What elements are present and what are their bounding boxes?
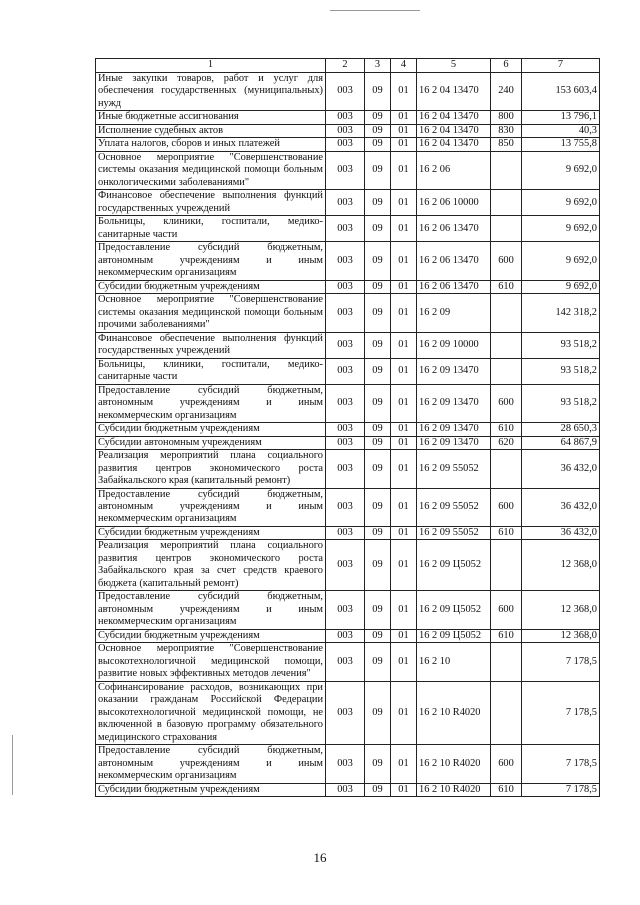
row-expense-type <box>491 332 522 358</box>
row-subsection-code: 01 <box>391 540 417 591</box>
row-description: Предоставление субсидий бюджетным, автономным учреждениям и иным некоммерческим организациям <box>96 488 326 526</box>
row-grbs-code: 003 <box>326 423 365 436</box>
row-grbs-code: 003 <box>326 73 365 111</box>
table-row <box>96 190 600 216</box>
row-description: Иные закупки товаров, работ и услуг для обеспечения государственных (муниципальных) нужд <box>96 73 326 111</box>
row-subsection-code: 01 <box>391 124 417 137</box>
row-grbs-code: 003 <box>326 591 365 629</box>
row-amount: 9 692,0 <box>522 280 600 293</box>
row-description: Предоставление субсидий бюджетным, автономным учреждениям и иным некоммерческим организациям <box>96 591 326 629</box>
row-section-code: 09 <box>365 488 391 526</box>
table-row <box>96 151 600 189</box>
row-expense-type: 600 <box>491 242 522 280</box>
row-grbs-code: 003 <box>326 216 365 242</box>
row-description: Реализация мероприятий плана социального развития центров экономического роста Забайкальского края (капитальный ремонт) <box>96 450 326 488</box>
row-expense-type: 830 <box>491 124 522 137</box>
row-grbs-code: 003 <box>326 526 365 539</box>
row-description: Иные бюджетные ассигнования <box>96 111 326 124</box>
row-expense-type <box>491 190 522 216</box>
row-subsection-code: 01 <box>391 294 417 332</box>
row-expense-type <box>491 358 522 384</box>
column-header-4: 4 <box>391 59 417 73</box>
row-target-article: 16 2 09 13470 <box>417 358 491 384</box>
row-amount: 7 178,5 <box>522 681 600 744</box>
row-description: Больницы, клиники, госпитали, медико-санитарные части <box>96 216 326 242</box>
row-subsection-code: 01 <box>391 450 417 488</box>
row-target-article: 16 2 09 Ц5052 <box>417 629 491 642</box>
row-expense-type: 610 <box>491 526 522 539</box>
table-row <box>96 591 600 629</box>
row-amount: 12 368,0 <box>522 591 600 629</box>
row-description: Предоставление субсидий бюджетным, автономным учреждениям и иным некоммерческим организациям <box>96 745 326 783</box>
row-grbs-code: 003 <box>326 190 365 216</box>
row-grbs-code: 003 <box>326 384 365 422</box>
row-target-article: 16 2 09 10000 <box>417 332 491 358</box>
row-subsection-code: 01 <box>391 138 417 151</box>
row-target-article: 16 2 10 R4020 <box>417 745 491 783</box>
budget-table <box>95 58 600 797</box>
row-section-code: 09 <box>365 151 391 189</box>
row-expense-type: 610 <box>491 783 522 796</box>
row-target-article: 16 2 10 R4020 <box>417 681 491 744</box>
row-section-code: 09 <box>365 783 391 796</box>
row-description: Субсидии бюджетным учреждениям <box>96 783 326 796</box>
row-subsection-code: 01 <box>391 526 417 539</box>
row-section-code: 09 <box>365 124 391 137</box>
column-header-5: 5 <box>417 59 491 73</box>
row-grbs-code: 003 <box>326 358 365 384</box>
table-row <box>96 643 600 681</box>
table-row <box>96 526 600 539</box>
row-expense-type: 600 <box>491 488 522 526</box>
row-subsection-code: 01 <box>391 745 417 783</box>
row-target-article: 16 2 04 13470 <box>417 111 491 124</box>
row-section-code: 09 <box>365 745 391 783</box>
row-description: Субсидии бюджетным учреждениям <box>96 423 326 436</box>
scan-mark-left <box>12 735 13 795</box>
table-row <box>96 384 600 422</box>
row-section-code: 09 <box>365 629 391 642</box>
row-section-code: 09 <box>365 138 391 151</box>
row-subsection-code: 01 <box>391 629 417 642</box>
row-expense-type: 600 <box>491 745 522 783</box>
row-expense-type: 620 <box>491 436 522 449</box>
row-target-article: 16 2 09 13470 <box>417 423 491 436</box>
row-expense-type <box>491 151 522 189</box>
row-amount: 36 432,0 <box>522 526 600 539</box>
table-body <box>96 73 600 797</box>
row-target-article: 16 2 09 55052 <box>417 526 491 539</box>
row-section-code: 09 <box>365 242 391 280</box>
row-amount: 7 178,5 <box>522 745 600 783</box>
row-grbs-code: 003 <box>326 488 365 526</box>
column-header-2: 2 <box>326 59 365 73</box>
row-amount: 153 603,4 <box>522 73 600 111</box>
row-target-article: 16 2 10 R4020 <box>417 783 491 796</box>
row-subsection-code: 01 <box>391 384 417 422</box>
row-section-code: 09 <box>365 591 391 629</box>
row-expense-type <box>491 216 522 242</box>
table-row <box>96 629 600 642</box>
row-section-code: 09 <box>365 384 391 422</box>
row-target-article: 16 2 09 55052 <box>417 488 491 526</box>
column-header-3: 3 <box>365 59 391 73</box>
row-expense-type <box>491 450 522 488</box>
table-row <box>96 488 600 526</box>
row-description: Субсидии бюджетным учреждениям <box>96 280 326 293</box>
row-section-code: 09 <box>365 73 391 111</box>
row-grbs-code: 003 <box>326 111 365 124</box>
row-section-code: 09 <box>365 190 391 216</box>
row-target-article: 16 2 09 55052 <box>417 450 491 488</box>
row-section-code: 09 <box>365 423 391 436</box>
row-amount: 93 518,2 <box>522 384 600 422</box>
row-expense-type <box>491 643 522 681</box>
table-row <box>96 783 600 796</box>
table-row <box>96 242 600 280</box>
column-header-6: 6 <box>491 59 522 73</box>
row-expense-type: 600 <box>491 384 522 422</box>
row-subsection-code: 01 <box>391 280 417 293</box>
row-description: Предоставление субсидий бюджетным, автономным учреждениям и иным некоммерческим организациям <box>96 242 326 280</box>
row-amount: 9 692,0 <box>522 242 600 280</box>
row-section-code: 09 <box>365 643 391 681</box>
row-amount: 28 650,3 <box>522 423 600 436</box>
row-grbs-code: 003 <box>326 643 365 681</box>
table-row <box>96 436 600 449</box>
row-target-article: 16 2 09 <box>417 294 491 332</box>
row-grbs-code: 003 <box>326 332 365 358</box>
row-grbs-code: 003 <box>326 138 365 151</box>
row-expense-type <box>491 294 522 332</box>
row-target-article: 16 2 09 13470 <box>417 384 491 422</box>
row-subsection-code: 01 <box>391 681 417 744</box>
row-description: Основное мероприятие "Совершенствование высокотехнологичной медицинской помощи, развитие новых эффективных методов лечения" <box>96 643 326 681</box>
row-expense-type: 800 <box>491 111 522 124</box>
table-row <box>96 124 600 137</box>
row-section-code: 09 <box>365 332 391 358</box>
table-row <box>96 138 600 151</box>
column-header-1: 1 <box>96 59 326 73</box>
row-target-article: 16 2 04 13470 <box>417 124 491 137</box>
row-target-article: 16 2 06 13470 <box>417 242 491 280</box>
row-subsection-code: 01 <box>391 783 417 796</box>
row-amount: 12 368,0 <box>522 629 600 642</box>
row-description: Реализация мероприятий плана социального развития центров экономического роста Забайкальского края за счет средств краевого бюджета (капитальный ремонт) <box>96 540 326 591</box>
table-row <box>96 280 600 293</box>
row-subsection-code: 01 <box>391 423 417 436</box>
row-description: Основное мероприятие "Совершенствование системы оказания медицинской помощи больным прочими заболеваниями" <box>96 294 326 332</box>
row-target-article: 16 2 04 13470 <box>417 73 491 111</box>
row-subsection-code: 01 <box>391 111 417 124</box>
table-row <box>96 681 600 744</box>
row-target-article: 16 2 06 <box>417 151 491 189</box>
row-expense-type: 600 <box>491 591 522 629</box>
table-row <box>96 111 600 124</box>
row-description: Уплата налогов, сборов и иных платежей <box>96 138 326 151</box>
table-row <box>96 423 600 436</box>
row-amount: 9 692,0 <box>522 216 600 242</box>
table-row <box>96 73 600 111</box>
row-target-article: 16 2 06 10000 <box>417 190 491 216</box>
row-subsection-code: 01 <box>391 332 417 358</box>
row-section-code: 09 <box>365 111 391 124</box>
row-section-code: 09 <box>365 450 391 488</box>
row-amount: 64 867,9 <box>522 436 600 449</box>
row-expense-type: 240 <box>491 73 522 111</box>
row-amount: 7 178,5 <box>522 783 600 796</box>
row-grbs-code: 003 <box>326 124 365 137</box>
table-row <box>96 358 600 384</box>
row-subsection-code: 01 <box>391 591 417 629</box>
row-description: Финансовое обеспечение выполнения функций государственных учреждений <box>96 190 326 216</box>
row-section-code: 09 <box>365 216 391 242</box>
row-subsection-code: 01 <box>391 643 417 681</box>
row-subsection-code: 01 <box>391 216 417 242</box>
row-section-code: 09 <box>365 294 391 332</box>
row-target-article: 16 2 09 Ц5052 <box>417 591 491 629</box>
row-section-code: 09 <box>365 540 391 591</box>
row-grbs-code: 003 <box>326 450 365 488</box>
row-description: Финансовое обеспечение выполнения функций государственных учреждений <box>96 332 326 358</box>
scan-mark-top <box>330 10 420 11</box>
table-row <box>96 745 600 783</box>
row-expense-type: 610 <box>491 280 522 293</box>
row-expense-type: 610 <box>491 629 522 642</box>
table-row <box>96 216 600 242</box>
table-row <box>96 332 600 358</box>
row-description: Субсидии бюджетным учреждениям <box>96 526 326 539</box>
row-amount: 12 368,0 <box>522 540 600 591</box>
row-grbs-code: 003 <box>326 436 365 449</box>
row-description: Софинансирование расходов, возникающих при оказании гражданам Российской Федерации высокотехнологичной медицинской помощи, не включенной в базовую программу обязательного медицинского страхования <box>96 681 326 744</box>
row-amount: 36 432,0 <box>522 488 600 526</box>
row-section-code: 09 <box>365 280 391 293</box>
row-amount: 7 178,5 <box>522 643 600 681</box>
table-row <box>96 294 600 332</box>
row-description: Больницы, клиники, госпитали, медико-санитарные части <box>96 358 326 384</box>
page-number: 16 <box>313 850 327 865</box>
row-amount: 40,3 <box>522 124 600 137</box>
row-target-article: 16 2 06 13470 <box>417 216 491 242</box>
row-amount: 13 755,8 <box>522 138 600 151</box>
row-amount: 36 432,0 <box>522 450 600 488</box>
table-row <box>96 450 600 488</box>
row-grbs-code: 003 <box>326 745 365 783</box>
row-expense-type <box>491 540 522 591</box>
row-subsection-code: 01 <box>391 436 417 449</box>
row-target-article: 16 2 06 13470 <box>417 280 491 293</box>
row-grbs-code: 003 <box>326 783 365 796</box>
row-subsection-code: 01 <box>391 242 417 280</box>
row-description: Субсидии бюджетным учреждениям <box>96 629 326 642</box>
row-grbs-code: 003 <box>326 294 365 332</box>
row-section-code: 09 <box>365 436 391 449</box>
row-amount: 9 692,0 <box>522 190 600 216</box>
row-subsection-code: 01 <box>391 358 417 384</box>
row-amount: 13 796,1 <box>522 111 600 124</box>
row-amount: 93 518,2 <box>522 358 600 384</box>
row-subsection-code: 01 <box>391 190 417 216</box>
row-description: Субсидии автономным учреждениям <box>96 436 326 449</box>
table-row <box>96 540 600 591</box>
row-description: Основное мероприятие "Совершенствование системы оказания медицинской помощи больным онкологическими заболеваниями" <box>96 151 326 189</box>
row-section-code: 09 <box>365 358 391 384</box>
row-target-article: 16 2 09 13470 <box>417 436 491 449</box>
row-amount: 142 318,2 <box>522 294 600 332</box>
row-target-article: 16 2 10 <box>417 643 491 681</box>
row-description: Предоставление субсидий бюджетным, автономным учреждениям и иным некоммерческим организациям <box>96 384 326 422</box>
table-header-row <box>96 59 600 73</box>
row-target-article: 16 2 09 Ц5052 <box>417 540 491 591</box>
row-grbs-code: 003 <box>326 540 365 591</box>
row-section-code: 09 <box>365 526 391 539</box>
column-header-7: 7 <box>522 59 600 73</box>
row-subsection-code: 01 <box>391 73 417 111</box>
row-amount: 93 518,2 <box>522 332 600 358</box>
row-grbs-code: 003 <box>326 681 365 744</box>
row-subsection-code: 01 <box>391 488 417 526</box>
row-amount: 9 692,0 <box>522 151 600 189</box>
row-expense-type: 850 <box>491 138 522 151</box>
row-grbs-code: 003 <box>326 151 365 189</box>
row-expense-type: 610 <box>491 423 522 436</box>
row-description: Исполнение судебных актов <box>96 124 326 137</box>
row-grbs-code: 003 <box>326 242 365 280</box>
row-expense-type <box>491 681 522 744</box>
row-target-article: 16 2 04 13470 <box>417 138 491 151</box>
row-section-code: 09 <box>365 681 391 744</box>
row-grbs-code: 003 <box>326 280 365 293</box>
row-grbs-code: 003 <box>326 629 365 642</box>
row-subsection-code: 01 <box>391 151 417 189</box>
